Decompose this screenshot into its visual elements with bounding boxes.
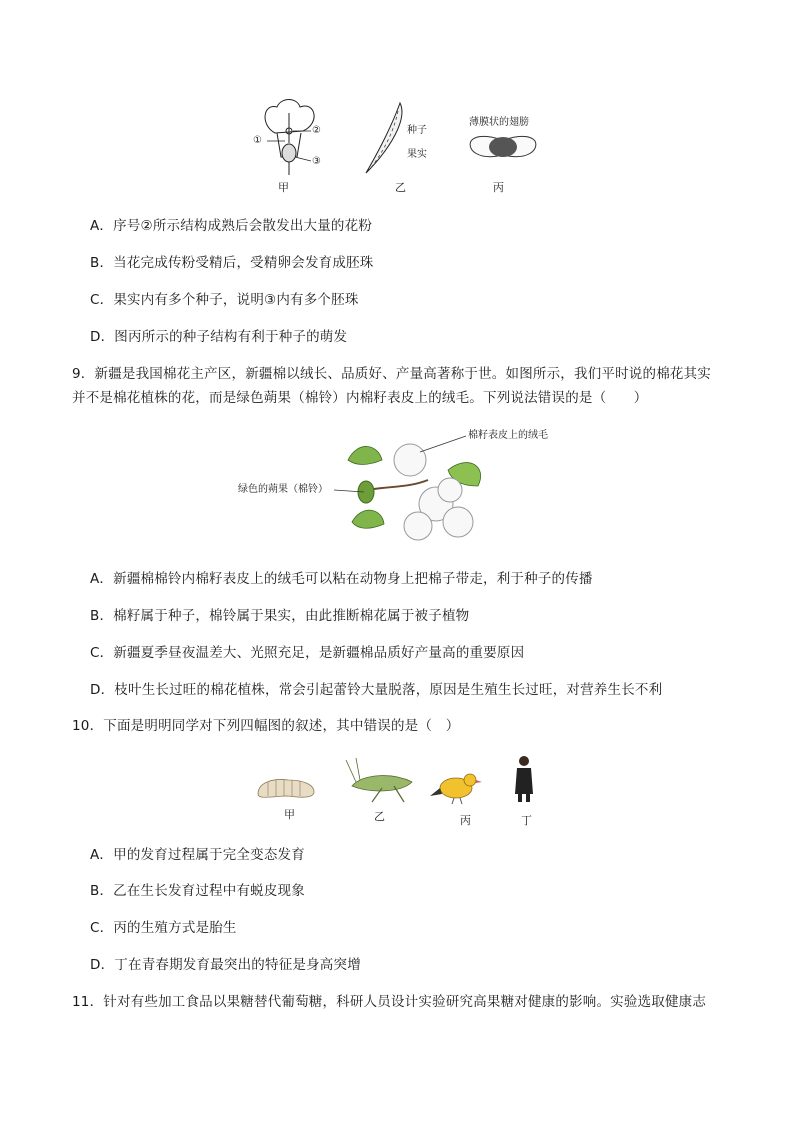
q8-fruit-label: 果实 (407, 149, 427, 160)
q8-label-3: ③ (312, 156, 321, 167)
silkworm-image (254, 774, 318, 800)
q10-figure (250, 754, 550, 830)
q9-fiber-label: 棉籽表皮上的绒毛 (468, 430, 548, 441)
girl-image (512, 754, 536, 804)
grasshopper-image (342, 756, 422, 806)
winged-seed-diagram (467, 131, 539, 165)
q8-seed-label: 种子 (407, 125, 427, 136)
q10-stem: 10．下面是明明同学对下列四幅图的叙述，其中错误的是（ ） (72, 718, 460, 734)
q8-wing-label: 薄膜状的翅膀 (469, 117, 529, 128)
q10-option-d: D．丁在青春期发育最突出的特征是身高突增 (90, 957, 361, 973)
q8-caption-yi: 乙 (395, 181, 406, 194)
q9-option-a: A．新疆棉棉铃内棉籽表皮上的绒毛可以粘在动物身上把棉子带走，利于种子的传播 (90, 571, 593, 587)
q10-caption-jia: 甲 (284, 808, 295, 821)
q8-label-2: ② (312, 125, 321, 136)
q8-option-b: B．当花完成传粉受精后，受精卵会发育成胚珠 (90, 255, 374, 271)
q10-option-c: C．丙的生殖方式是胎生 (90, 920, 237, 936)
q9-stem-line1: 9．新疆是我国棉花主产区，新疆棉以绒长、品质好、产量高著称于世。如图所示，我们平时说的棉花其实 (72, 366, 711, 382)
q10-caption-yi: 乙 (374, 810, 385, 823)
q8-caption-jia: 甲 (278, 181, 289, 194)
q8-label-1: ① (253, 135, 262, 146)
q8-option-c: C．果实内有多个种子，说明③内有多个胚珠 (90, 292, 359, 308)
q9-capsule-label: 绿色的蒴果（棉铃） (238, 484, 328, 495)
q11-stem: 11．针对有些加工食品以果糖替代葡萄糖，科研人员设计实验研究高果糖对健康的影响。实验选取健康志 (72, 994, 707, 1010)
q10-caption-bing: 丙 (460, 814, 471, 827)
q8-figure (245, 95, 555, 195)
q10-option-b: B．乙在生长发育过程中有蜕皮现象 (90, 883, 305, 899)
bird-image (428, 766, 484, 806)
q10-option-a: A．甲的发育过程属于完全变态发育 (90, 847, 305, 863)
q9-option-c: C．新疆夏季昼夜温差大、光照充足，是新疆棉品质好产量高的重要原因 (90, 645, 525, 661)
q8-option-d: D．图丙所示的种子结构有利于种子的萌发 (90, 329, 348, 345)
q9-cotton-figure (238, 426, 548, 554)
q9-option-d: D．枝叶生长过旺的棉花植株，常会引起蕾铃大量脱落，原因是生殖生长过旺，对营养生长不利 (90, 682, 663, 698)
q8-caption-bing: 丙 (493, 181, 504, 194)
q10-caption-ding: 丁 (521, 814, 532, 827)
q9-stem-line2: 并不是棉花植株的花，而是绿色蒴果（棉铃）内棉籽表皮上的绒毛。下列说法错误的是（ ） (72, 390, 648, 406)
pod-fruit-diagram (360, 99, 410, 179)
q8-option-a: A．序号②所示结构成熟后会散发出大量的花粉 (90, 218, 373, 234)
q9-option-b: B．棉籽属于种子，棉铃属于果实，由此推断棉花属于被子植物 (90, 608, 470, 624)
